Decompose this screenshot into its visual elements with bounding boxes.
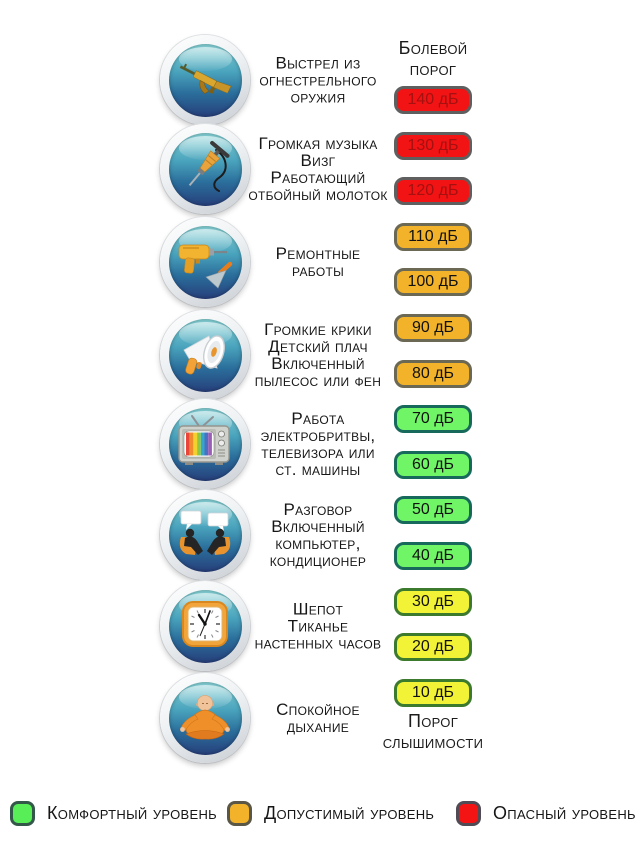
legend-item-comfort	[10, 801, 217, 826]
hearing-threshold-label	[373, 711, 493, 753]
legend-item-dangerous	[456, 801, 636, 826]
description-line: пылесос или фен	[254, 371, 382, 390]
legend-label: Комфортный уровень	[47, 803, 217, 823]
row-description-calm-breathing	[243, 701, 393, 735]
megaphone-icon	[169, 319, 242, 392]
description-line: настенных часов	[254, 633, 382, 653]
decibel-scale	[394, 86, 472, 707]
jackhammer-icon	[169, 133, 242, 206]
description-line: Шепот	[292, 599, 344, 619]
decibel-badge-40: 40 дБ	[394, 542, 472, 570]
row-description-loud-shouts	[243, 321, 393, 389]
decibel-badge-130: 130 дБ	[394, 132, 472, 160]
pain-threshold-line: Болевой	[398, 38, 468, 58]
legend-label: Допустимый уровень	[264, 803, 435, 823]
jackhammer-button	[160, 124, 250, 214]
drill-trowel-icon	[169, 226, 242, 299]
description-line: компьютер,	[275, 534, 361, 553]
row-description-shaver-tv	[243, 410, 393, 478]
decibel-badge-50: 50 дБ	[394, 496, 472, 524]
hearing-threshold-line: слышимости	[382, 732, 484, 752]
decibel-badge-110: 110 дБ	[394, 223, 472, 251]
rifle-button	[160, 35, 250, 125]
description-line: работы	[291, 261, 345, 280]
decibel-badge-80: 80 дБ	[394, 360, 472, 388]
description-line: отбойный молоток	[248, 185, 388, 204]
tv-button	[160, 399, 250, 489]
legend-item-permissible	[227, 801, 434, 826]
decibel-badge-10: 10 дБ	[394, 679, 472, 707]
description-line: электробритвы,	[260, 426, 376, 445]
decibel-badge-140: 140 дБ	[394, 86, 472, 114]
meditation-icon	[169, 682, 242, 755]
description-line: ст. машины	[275, 460, 361, 479]
megaphone-button	[160, 310, 250, 400]
decibel-badge-60: 60 дБ	[394, 451, 472, 479]
decibel-badge-90: 90 дБ	[394, 314, 472, 342]
description-line: Громкая музыка	[258, 134, 378, 153]
dangerous-level-swatch-icon	[456, 801, 481, 826]
description-line: Работающий	[270, 168, 366, 187]
description-line: Включенный	[271, 517, 365, 536]
row-description-loud-music	[243, 135, 393, 203]
pain-threshold-line: порог	[409, 59, 457, 79]
description-line: Визг	[300, 151, 336, 170]
decibel-badge-30: 30 дБ	[394, 588, 472, 616]
description-line: Детский плач	[268, 337, 368, 356]
description-line: Включенный	[271, 354, 365, 373]
description-line: Разговор	[283, 500, 353, 519]
legend-label: Опасный уровень	[493, 803, 636, 823]
repair-tools-button	[160, 217, 250, 307]
description-line: Громкие крики	[264, 320, 372, 339]
description-line: Выстрел из	[275, 53, 361, 73]
decibel-badge-120: 120 дБ	[394, 177, 472, 205]
meditation-button	[160, 673, 250, 763]
description-line: Работа	[291, 409, 345, 428]
description-line: огнестрельного	[259, 70, 377, 90]
wall-clock-button	[160, 581, 250, 671]
wall-clock-icon	[169, 590, 242, 663]
decibel-badge-20: 20 дБ	[394, 633, 472, 661]
conversation-button	[160, 490, 250, 580]
description-line: Ремонтные	[275, 244, 361, 263]
decibel-badge-100: 100 дБ	[394, 268, 472, 296]
decibel-badge-70: 70 дБ	[394, 405, 472, 433]
rifle-icon	[169, 44, 242, 117]
comfort-level-swatch-icon	[10, 801, 35, 826]
tv-icon	[169, 408, 242, 481]
description-line: Спокойное	[276, 700, 360, 719]
permissible-level-swatch-icon	[227, 801, 252, 826]
conversation-icon	[169, 499, 242, 572]
description-line: телевизора или	[261, 443, 375, 462]
description-line: кондиционер	[269, 551, 367, 570]
description-line: оружия	[290, 87, 346, 107]
row-description-whisper	[243, 601, 393, 652]
pain-threshold-label	[373, 38, 493, 80]
description-line: Тиканье	[287, 616, 349, 636]
row-description-gunshot	[243, 55, 393, 106]
description-line: дыхание	[286, 717, 350, 736]
row-description-conversation	[243, 501, 393, 569]
row-description-repair-works	[243, 245, 393, 279]
hearing-threshold-line: Порог	[407, 711, 459, 731]
